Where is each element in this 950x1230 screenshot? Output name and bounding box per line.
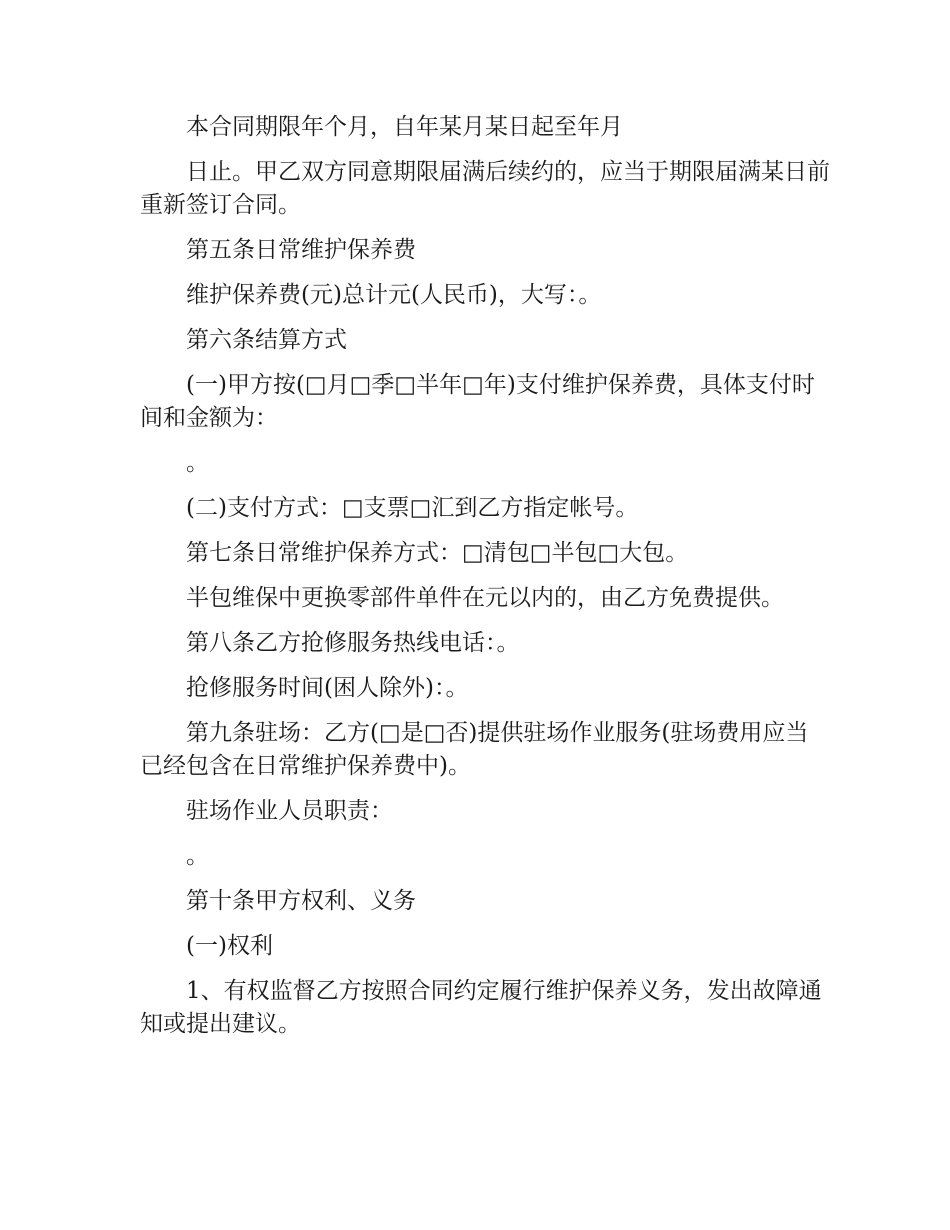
heading-article-8: 第八条乙方抢修服务热线电话：。 <box>186 630 520 656</box>
paragraph-blank-2: 。 <box>186 843 209 869</box>
paragraph-onsite-duties: 驻场作业人员职责： <box>186 798 393 824</box>
heading-rights: (一)权利 <box>186 933 273 959</box>
paragraph-maintenance-fee: 维护保养费(元)总计元(人民币)，大写：。 <box>186 282 602 308</box>
heading-article-7: 第七条日常维护保养方式：□清包□半包□大包。 <box>186 540 689 566</box>
heading-article-10: 第十条甲方权利、义务 <box>186 888 416 914</box>
paragraph-payment-method: (二)支付方式：□支票□汇到乙方指定帐号。 <box>186 495 639 521</box>
paragraph-blank-1: 。 <box>186 450 209 476</box>
contract-body <box>140 111 830 1053</box>
heading-article-9: 第九条驻场：乙方(□是□否)提供驻场作业服务(驻场费用应当已经包含在日常维护保养费中)。 <box>140 720 809 779</box>
heading-article-5: 第五条日常维护保养费 <box>186 237 416 263</box>
paragraph-half-package: 半包维保中更换零部件单件在元以内的，由乙方免费提供。 <box>186 585 784 611</box>
paragraph-service-time: 抢修服务时间(困人除外)：。 <box>186 675 469 701</box>
paragraph-payment-period: (一)甲方按(□月□季□半年□年)支付维护保养费，具体支付时间和金额为： <box>140 372 815 431</box>
paragraph-right-1: 1、有权监督乙方按照合同约定履行维护保养义务，发出故障通知或提出建议。 <box>140 978 822 1037</box>
heading-article-6: 第六条结算方式 <box>186 327 347 353</box>
paragraph-contract-term: 本合同期限年个月，自年某月某日起至年月 <box>186 114 623 140</box>
paragraph-renewal: 日止。甲乙双方同意期限届满后续约的，应当于期限届满某日前重新签订合同。 <box>140 159 830 218</box>
